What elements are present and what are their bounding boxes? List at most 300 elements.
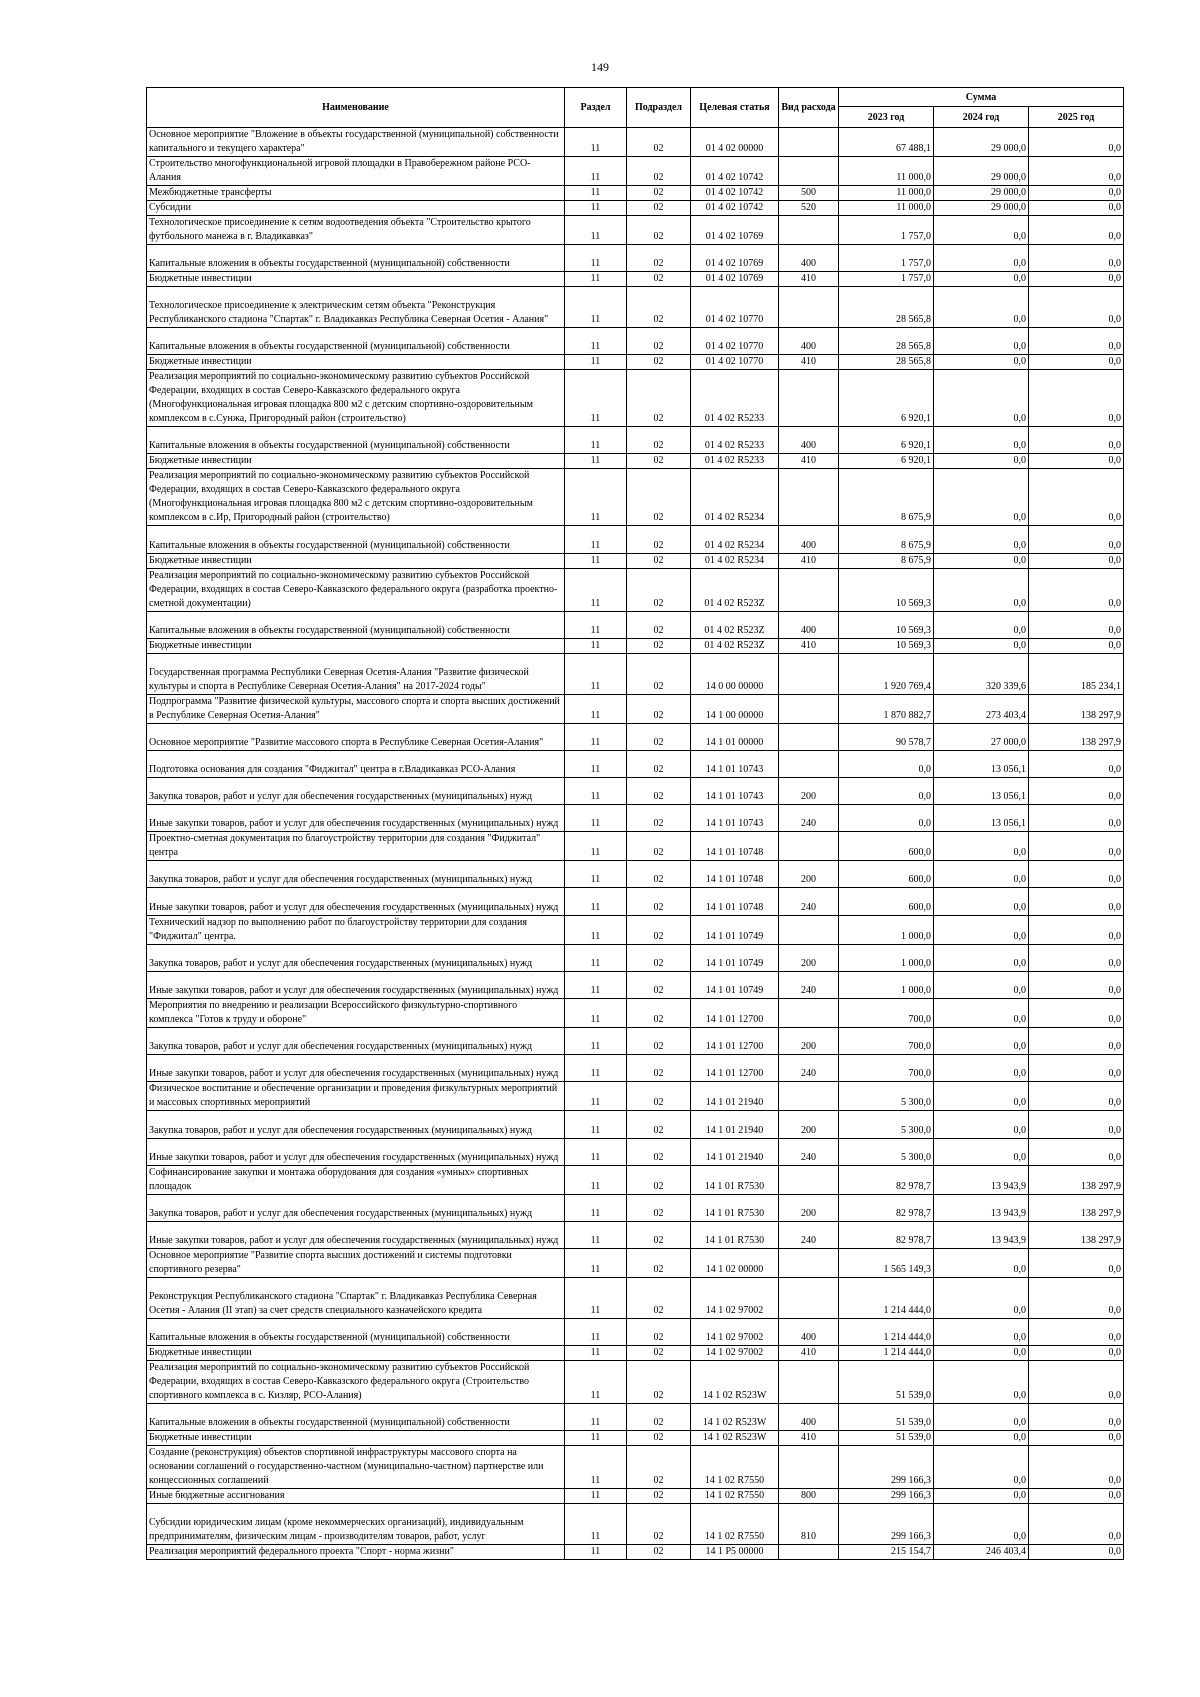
row-podrazdel: 02 [627, 861, 691, 888]
row-name: Бюджетные инвестиции [147, 1346, 565, 1361]
row-name: Бюджетные инвестиции [147, 454, 565, 469]
row-sum-2024: 29 000,0 [934, 201, 1029, 216]
table-row [147, 454, 1124, 469]
row-sum-2023: 215 154,7 [839, 1545, 934, 1560]
row-sum-2023: 28 565,8 [839, 327, 934, 354]
row-podrazdel: 02 [627, 454, 691, 469]
row-sum-2025: 0,0 [1029, 1249, 1124, 1278]
row-name: Иные бюджетные ассигнования [147, 1489, 565, 1504]
row-sum-2023: 51 539,0 [839, 1431, 934, 1446]
row-sum-2024: 0,0 [934, 355, 1029, 370]
row-podrazdel: 02 [627, 216, 691, 245]
row-sum-2025: 0,0 [1029, 1404, 1124, 1431]
row-vid [779, 1165, 839, 1194]
row-razdel: 11 [565, 1249, 627, 1278]
row-sum-2023: 28 565,8 [839, 355, 934, 370]
row-razdel: 11 [565, 327, 627, 354]
row-razdel: 11 [565, 1278, 627, 1319]
row-name: Мероприятия по внедрению и реализации Всероссийского физкультурно-спортивного комплекса "Готов к труду и обороне" [147, 999, 565, 1028]
row-celevaya: 14 1 02 R7550 [691, 1446, 779, 1489]
row-sum-2024: 0,0 [934, 427, 1029, 454]
row-razdel: 11 [565, 245, 627, 272]
row-vid: 400 [779, 1404, 839, 1431]
row-celevaya: 14 1 02 R7550 [691, 1504, 779, 1545]
row-vid [779, 157, 839, 186]
row-razdel: 11 [565, 454, 627, 469]
row-sum-2023: 1 757,0 [839, 216, 934, 245]
row-sum-2025: 0,0 [1029, 128, 1124, 157]
row-celevaya: 14 1 01 R7530 [691, 1194, 779, 1221]
row-razdel: 11 [565, 777, 627, 804]
row-vid [779, 1082, 839, 1111]
row-sum-2025: 0,0 [1029, 1446, 1124, 1489]
table-row [147, 915, 1124, 944]
row-sum-2025: 0,0 [1029, 287, 1124, 328]
row-name: Межбюджетные трансферты [147, 186, 565, 201]
row-razdel: 11 [565, 750, 627, 777]
row-vid: 240 [779, 888, 839, 915]
row-sum-2024: 0,0 [934, 553, 1029, 568]
row-sum-2024: 13 943,9 [934, 1221, 1029, 1248]
row-name: Закупка товаров, работ и услуг для обеспечения государственных (муниципальных) нужд [147, 1194, 565, 1221]
row-sum-2025: 0,0 [1029, 861, 1124, 888]
row-celevaya: 14 1 02 R523W [691, 1361, 779, 1404]
page-number: 149 [591, 60, 609, 74]
row-vid: 400 [779, 327, 839, 354]
table-row [147, 469, 1124, 526]
table-row [147, 128, 1124, 157]
row-sum-2025: 0,0 [1029, 568, 1124, 611]
row-celevaya: 01 4 02 10769 [691, 245, 779, 272]
row-podrazdel: 02 [627, 1028, 691, 1055]
row-sum-2023: 11 000,0 [839, 157, 934, 186]
row-sum-2025: 0,0 [1029, 888, 1124, 915]
row-sum-2024: 0,0 [934, 287, 1029, 328]
row-razdel: 11 [565, 1346, 627, 1361]
table-row [147, 216, 1124, 245]
row-razdel: 11 [565, 1431, 627, 1446]
row-vid: 240 [779, 1138, 839, 1165]
row-sum-2024: 0,0 [934, 999, 1029, 1028]
row-podrazdel: 02 [627, 1055, 691, 1082]
row-name: Бюджетные инвестиции [147, 1431, 565, 1446]
row-sum-2023: 8 675,9 [839, 553, 934, 568]
row-sum-2023: 299 166,3 [839, 1504, 934, 1545]
col-header-vid: Вид расхода [779, 88, 839, 128]
row-podrazdel: 02 [627, 1489, 691, 1504]
row-celevaya: 14 1 01 10748 [691, 832, 779, 861]
row-celevaya: 01 4 02 10769 [691, 216, 779, 245]
row-podrazdel: 02 [627, 653, 691, 694]
row-razdel: 11 [565, 427, 627, 454]
row-sum-2023: 0,0 [839, 805, 934, 832]
table-row [147, 1446, 1124, 1489]
row-celevaya: 14 1 01 10743 [691, 805, 779, 832]
row-sum-2023: 700,0 [839, 1055, 934, 1082]
row-vid [779, 1361, 839, 1404]
row-sum-2023: 51 539,0 [839, 1361, 934, 1404]
row-razdel: 11 [565, 915, 627, 944]
row-sum-2023: 67 488,1 [839, 128, 934, 157]
row-celevaya: 14 1 01 10743 [691, 777, 779, 804]
row-sum-2025: 0,0 [1029, 805, 1124, 832]
row-name: Бюджетные инвестиции [147, 355, 565, 370]
row-sum-2023: 299 166,3 [839, 1489, 934, 1504]
row-razdel: 11 [565, 1504, 627, 1545]
row-name: Закупка товаров, работ и услуг для обеспечения государственных (муниципальных) нужд [147, 861, 565, 888]
row-sum-2024: 0,0 [934, 1504, 1029, 1545]
row-sum-2025: 0,0 [1029, 750, 1124, 777]
row-celevaya: 01 4 02 00000 [691, 128, 779, 157]
row-razdel: 11 [565, 157, 627, 186]
row-vid: 200 [779, 777, 839, 804]
table-row [147, 1055, 1124, 1082]
row-vid: 200 [779, 944, 839, 971]
row-razdel: 11 [565, 201, 627, 216]
row-celevaya: 14 1 00 00000 [691, 694, 779, 723]
row-podrazdel: 02 [627, 1278, 691, 1319]
row-vid: 410 [779, 355, 839, 370]
row-celevaya: 01 4 02 10770 [691, 327, 779, 354]
row-name: Субсидии [147, 201, 565, 216]
row-sum-2025: 138 297,9 [1029, 1165, 1124, 1194]
row-sum-2025: 0,0 [1029, 526, 1124, 553]
row-sum-2023: 11 000,0 [839, 186, 934, 201]
row-sum-2025: 0,0 [1029, 454, 1124, 469]
row-sum-2024: 29 000,0 [934, 186, 1029, 201]
row-podrazdel: 02 [627, 201, 691, 216]
row-name: Основное мероприятие "Развитие массового спорта в Республике Северная Осетия-Алания" [147, 723, 565, 750]
row-name: Проектно-сметная документация по благоустройству территории для создания "Фиджитал" центра [147, 832, 565, 861]
table-body [147, 128, 1124, 1560]
row-podrazdel: 02 [627, 245, 691, 272]
row-sum-2023: 0,0 [839, 750, 934, 777]
row-razdel: 11 [565, 653, 627, 694]
row-celevaya: 14 1 01 21940 [691, 1082, 779, 1111]
row-podrazdel: 02 [627, 999, 691, 1028]
row-podrazdel: 02 [627, 1082, 691, 1111]
table-row [147, 1221, 1124, 1248]
table-row [147, 553, 1124, 568]
row-name: Иные закупки товаров, работ и услуг для обеспечения государственных (муниципальных) нужд [147, 805, 565, 832]
row-razdel: 11 [565, 1138, 627, 1165]
row-sum-2024: 0,0 [934, 1082, 1029, 1111]
table-row [147, 370, 1124, 427]
row-celevaya: 14 1 01 12700 [691, 999, 779, 1028]
row-sum-2023: 28 565,8 [839, 287, 934, 328]
row-podrazdel: 02 [627, 355, 691, 370]
row-podrazdel: 02 [627, 157, 691, 186]
table-row [147, 1111, 1124, 1138]
row-vid: 240 [779, 1055, 839, 1082]
row-name: Капитальные вложения в объекты государственной (муниципальной) собственности [147, 327, 565, 354]
row-celevaya: 01 4 02 10769 [691, 272, 779, 287]
row-sum-2025: 0,0 [1029, 1138, 1124, 1165]
row-sum-2024: 0,0 [934, 1055, 1029, 1082]
row-sum-2024: 0,0 [934, 1278, 1029, 1319]
row-sum-2024: 29 000,0 [934, 128, 1029, 157]
row-name: Капитальные вложения в объекты государственной (муниципальной) собственности [147, 427, 565, 454]
row-sum-2025: 0,0 [1029, 1504, 1124, 1545]
row-name: Основное мероприятие "Вложение в объекты государственной (муниципальной) собственности капитального и текущего характера" [147, 128, 565, 157]
row-sum-2025: 0,0 [1029, 469, 1124, 526]
row-podrazdel: 02 [627, 971, 691, 998]
col-header-name: Наименование [147, 88, 565, 128]
row-name: Иные закупки товаров, работ и услуг для обеспечения государственных (муниципальных) нужд [147, 888, 565, 915]
row-vid: 240 [779, 1221, 839, 1248]
row-sum-2023: 82 978,7 [839, 1194, 934, 1221]
row-razdel: 11 [565, 1194, 627, 1221]
row-razdel: 11 [565, 272, 627, 287]
row-celevaya: 14 0 00 00000 [691, 653, 779, 694]
row-celevaya: 14 1 01 R7530 [691, 1165, 779, 1194]
row-name: Реализация мероприятий по социально-экономическому развитию субъектов Российской Федерации, входящих в состав Северо-Кавказского федерального округа (Многофункциональная игровая площадка 800 м2 с детским спортивно-оздоровительным комплексом в с.Ир, Пригородный район (строительство) [147, 469, 565, 526]
row-sum-2023: 6 920,1 [839, 370, 934, 427]
col-header-celevaya: Целевая статья [691, 88, 779, 128]
table-row [147, 327, 1124, 354]
row-name: Подготовка основания для создания "Фиджитал" центра в г.Владикавказ РСО-Алания [147, 750, 565, 777]
row-podrazdel: 02 [627, 694, 691, 723]
table-row [147, 971, 1124, 998]
row-name: Бюджетные инвестиции [147, 638, 565, 653]
table-row [147, 1028, 1124, 1055]
table-row [147, 611, 1124, 638]
row-podrazdel: 02 [627, 915, 691, 944]
row-celevaya: 14 1 01 10749 [691, 915, 779, 944]
row-celevaya: 14 1 01 10749 [691, 944, 779, 971]
row-razdel: 11 [565, 370, 627, 427]
row-sum-2024: 0,0 [934, 1111, 1029, 1138]
row-razdel: 11 [565, 1082, 627, 1111]
row-name: Субсидии юридическим лицам (кроме некоммерческих организаций), индивидуальным предпринимателям, физическим лицам - производителям товаров, работ, услуг [147, 1504, 565, 1545]
table-row [147, 653, 1124, 694]
row-sum-2023: 1 000,0 [839, 971, 934, 998]
row-razdel: 11 [565, 1055, 627, 1082]
row-podrazdel: 02 [627, 1346, 691, 1361]
row-celevaya: 14 1 01 R7530 [691, 1221, 779, 1248]
row-sum-2024: 0,0 [934, 1489, 1029, 1504]
row-sum-2023: 6 920,1 [839, 427, 934, 454]
row-sum-2025: 0,0 [1029, 1278, 1124, 1319]
row-vid: 400 [779, 526, 839, 553]
row-name: Реализация мероприятий по социально-экономическому развитию субъектов Российской Федерации, входящих в состав Северо-Кавказского федерального округа (Строительство спортивного комплекса в с. Кизляр, РСО-Алания) [147, 1361, 565, 1404]
col-header-podrazdel: Подраздел [627, 88, 691, 128]
row-sum-2024: 0,0 [934, 245, 1029, 272]
table-row [147, 186, 1124, 201]
table-row [147, 723, 1124, 750]
row-vid [779, 216, 839, 245]
table-row [147, 287, 1124, 328]
row-podrazdel: 02 [627, 186, 691, 201]
row-sum-2025: 138 297,9 [1029, 694, 1124, 723]
row-podrazdel: 02 [627, 750, 691, 777]
row-podrazdel: 02 [627, 832, 691, 861]
row-sum-2024: 0,0 [934, 1446, 1029, 1489]
row-sum-2025: 0,0 [1029, 915, 1124, 944]
row-celevaya: 14 1 02 R7550 [691, 1489, 779, 1504]
row-sum-2025: 0,0 [1029, 355, 1124, 370]
row-sum-2023: 82 978,7 [839, 1221, 934, 1248]
row-sum-2025: 0,0 [1029, 370, 1124, 427]
row-vid: 400 [779, 611, 839, 638]
row-sum-2023: 90 578,7 [839, 723, 934, 750]
row-vid: 400 [779, 1318, 839, 1345]
row-podrazdel: 02 [627, 1194, 691, 1221]
row-podrazdel: 02 [627, 1138, 691, 1165]
table-row [147, 568, 1124, 611]
row-celevaya: 14 1 02 R523W [691, 1431, 779, 1446]
row-sum-2025: 0,0 [1029, 327, 1124, 354]
row-sum-2023: 5 300,0 [839, 1082, 934, 1111]
table-row [147, 1278, 1124, 1319]
col-header-2023: 2023 год [839, 107, 934, 128]
row-sum-2023: 8 675,9 [839, 526, 934, 553]
row-vid: 410 [779, 1431, 839, 1446]
row-sum-2024: 0,0 [934, 915, 1029, 944]
row-razdel: 11 [565, 1361, 627, 1404]
row-celevaya: 14 1 01 21940 [691, 1138, 779, 1165]
row-vid [779, 915, 839, 944]
row-vid: 200 [779, 1111, 839, 1138]
row-sum-2023: 0,0 [839, 777, 934, 804]
row-celevaya: 01 4 02 R5234 [691, 469, 779, 526]
row-vid [779, 128, 839, 157]
row-name: Технический надзор по выполнению работ по благоустройству территории для создания "Фиджитал" центра. [147, 915, 565, 944]
row-sum-2025: 185 234,1 [1029, 653, 1124, 694]
row-celevaya: 01 4 02 R523Z [691, 638, 779, 653]
row-sum-2025: 0,0 [1029, 245, 1124, 272]
row-razdel: 11 [565, 1221, 627, 1248]
row-vid: 800 [779, 1489, 839, 1504]
row-celevaya: 14 1 02 97002 [691, 1318, 779, 1345]
row-sum-2023: 700,0 [839, 1028, 934, 1055]
row-vid [779, 469, 839, 526]
row-celevaya: 14 1 02 00000 [691, 1249, 779, 1278]
row-celevaya: 01 4 02 10770 [691, 355, 779, 370]
row-sum-2023: 1 757,0 [839, 245, 934, 272]
row-podrazdel: 02 [627, 1249, 691, 1278]
row-sum-2023: 1 757,0 [839, 272, 934, 287]
row-razdel: 11 [565, 1165, 627, 1194]
row-sum-2024: 0,0 [934, 216, 1029, 245]
row-sum-2023: 299 166,3 [839, 1446, 934, 1489]
table-row [147, 355, 1124, 370]
row-sum-2023: 1 214 444,0 [839, 1318, 934, 1345]
row-celevaya: 14 1 01 10748 [691, 888, 779, 915]
row-vid: 520 [779, 201, 839, 216]
table-row [147, 1431, 1124, 1446]
table-row [147, 638, 1124, 653]
row-sum-2024: 0,0 [934, 1361, 1029, 1404]
row-vid: 200 [779, 1028, 839, 1055]
row-sum-2024: 29 000,0 [934, 157, 1029, 186]
row-sum-2023: 82 978,7 [839, 1165, 934, 1194]
row-podrazdel: 02 [627, 370, 691, 427]
row-sum-2023: 1 000,0 [839, 944, 934, 971]
table-row [147, 1318, 1124, 1345]
row-name: Бюджетные инвестиции [147, 272, 565, 287]
row-vid: 410 [779, 638, 839, 653]
table-header [147, 88, 1124, 128]
table-row [147, 1194, 1124, 1221]
row-vid: 200 [779, 1194, 839, 1221]
table-row [147, 427, 1124, 454]
row-celevaya: 01 4 02 R5233 [691, 454, 779, 469]
row-sum-2024: 0,0 [934, 1431, 1029, 1446]
row-name: Закупка товаров, работ и услуг для обеспечения государственных (муниципальных) нужд [147, 1028, 565, 1055]
row-vid [779, 1249, 839, 1278]
row-razdel: 11 [565, 694, 627, 723]
row-podrazdel: 02 [627, 469, 691, 526]
table-row [147, 526, 1124, 553]
row-vid: 410 [779, 553, 839, 568]
row-sum-2025: 0,0 [1029, 944, 1124, 971]
row-sum-2023: 700,0 [839, 999, 934, 1028]
row-sum-2023: 600,0 [839, 888, 934, 915]
row-sum-2024: 246 403,4 [934, 1545, 1029, 1560]
row-vid: 240 [779, 805, 839, 832]
row-celevaya: 14 1 01 10743 [691, 750, 779, 777]
row-sum-2024: 0,0 [934, 272, 1029, 287]
table-row [147, 777, 1124, 804]
row-celevaya: 14 1 02 97002 [691, 1346, 779, 1361]
row-celevaya: 14 1 01 12700 [691, 1028, 779, 1055]
row-sum-2025: 0,0 [1029, 1431, 1124, 1446]
row-razdel: 11 [565, 1446, 627, 1489]
row-razdel: 11 [565, 355, 627, 370]
table-row [147, 999, 1124, 1028]
row-podrazdel: 02 [627, 1361, 691, 1404]
row-podrazdel: 02 [627, 805, 691, 832]
row-sum-2025: 0,0 [1029, 1489, 1124, 1504]
table-row [147, 1489, 1124, 1504]
table-row [147, 201, 1124, 216]
row-sum-2024: 0,0 [934, 888, 1029, 915]
row-razdel: 11 [565, 1545, 627, 1560]
row-podrazdel: 02 [627, 1431, 691, 1446]
row-sum-2024: 13 056,1 [934, 777, 1029, 804]
row-sum-2023: 11 000,0 [839, 201, 934, 216]
row-razdel: 11 [565, 216, 627, 245]
row-sum-2025: 0,0 [1029, 777, 1124, 804]
row-sum-2024: 320 339,6 [934, 653, 1029, 694]
row-sum-2024: 13 056,1 [934, 805, 1029, 832]
table-row [147, 157, 1124, 186]
row-sum-2024: 13 943,9 [934, 1165, 1029, 1194]
row-vid: 410 [779, 272, 839, 287]
row-celevaya: 01 4 02 R523Z [691, 611, 779, 638]
row-vid [779, 999, 839, 1028]
table-row [147, 1082, 1124, 1111]
row-razdel: 11 [565, 1028, 627, 1055]
row-celevaya: 01 4 02 10770 [691, 287, 779, 328]
row-sum-2024: 0,0 [934, 832, 1029, 861]
row-sum-2024: 273 403,4 [934, 694, 1029, 723]
row-podrazdel: 02 [627, 553, 691, 568]
row-podrazdel: 02 [627, 526, 691, 553]
row-sum-2024: 0,0 [934, 568, 1029, 611]
row-sum-2023: 1 214 444,0 [839, 1278, 934, 1319]
row-celevaya: 14 1 01 10749 [691, 971, 779, 998]
row-sum-2025: 0,0 [1029, 1082, 1124, 1111]
row-sum-2023: 1 214 444,0 [839, 1346, 934, 1361]
row-sum-2025: 0,0 [1029, 832, 1124, 861]
table-row [147, 750, 1124, 777]
row-sum-2023: 10 569,3 [839, 611, 934, 638]
row-podrazdel: 02 [627, 128, 691, 157]
table-row [147, 888, 1124, 915]
row-razdel: 11 [565, 805, 627, 832]
